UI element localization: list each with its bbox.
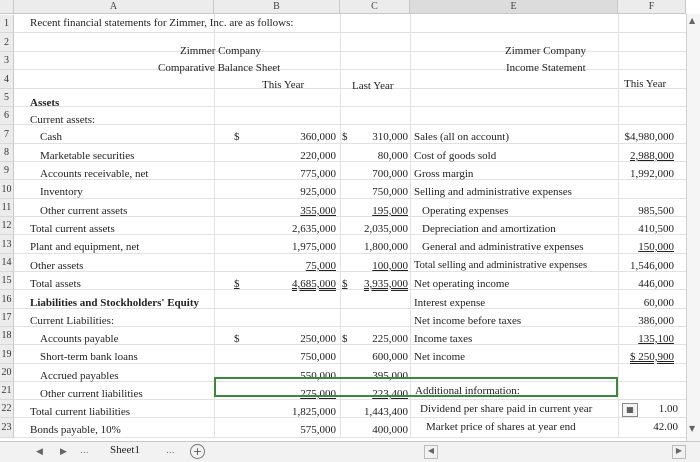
income-label: Selling and administrative expenses [414, 186, 572, 198]
income-label: General and administrative expenses [422, 241, 584, 253]
row-header[interactable]: 14 [0, 254, 14, 272]
row-header[interactable]: 1 [0, 15, 14, 33]
row-header[interactable]: 23 [0, 418, 14, 438]
row-header[interactable]: 7 [0, 125, 14, 144]
sheet-tab-bar [0, 441, 700, 462]
income-this-year: This Year [624, 78, 667, 90]
income-label: Gross margin [414, 168, 474, 180]
asset-last-year: 750,000 [372, 186, 408, 198]
row-header[interactable]: 20 [0, 364, 14, 382]
income-value: 446,000 [638, 278, 674, 290]
income-label: Net operating income [414, 278, 510, 290]
income-label: Sales (all on account) [414, 131, 509, 143]
income-value: 1,992,000 [630, 168, 674, 180]
asset-last-year: 2,035,000 [364, 223, 408, 235]
row-header[interactable]: 19 [0, 345, 14, 364]
income-value: 150,000 [638, 241, 674, 253]
income-label: Net income before taxes [414, 315, 522, 327]
dollar-sign: $ [234, 131, 240, 143]
row-header[interactable]: 22 [0, 400, 14, 418]
tab-next-icon[interactable]: ▶ [60, 447, 67, 457]
asset-last-year: 80,000 [377, 150, 408, 162]
income-value: 1,546,000 [630, 260, 674, 272]
horizontal-scroll-right-icon[interactable]: ▶ [672, 445, 686, 459]
additional-info: Additional information: [415, 385, 520, 397]
paste-options-icon[interactable]: ▦ [622, 403, 638, 417]
this-year-header: This Year [262, 79, 305, 91]
column-header-b[interactable]: B [214, 0, 340, 14]
asset-last-year: 100,000 [372, 260, 408, 272]
asset-this-year: 925,000 [300, 186, 336, 198]
income-label: Income taxes [414, 333, 473, 345]
scroll-up-icon[interactable]: ▲ [689, 16, 696, 25]
liability-last-year: 1,443,400 [364, 406, 408, 418]
liability-label: Total current liabilities [30, 406, 131, 418]
column-header-f[interactable]: F [618, 0, 686, 14]
asset-label: Other assets [30, 260, 84, 272]
asset-last-year: 1,800,000 [364, 241, 408, 253]
row-header[interactable]: 12 [0, 217, 14, 235]
vertical-scrollbar[interactable] [686, 14, 700, 441]
asset-last-year: 700,000 [372, 168, 408, 180]
income-label: Total selling and administrative expenses [414, 260, 588, 271]
row-header[interactable]: 18 [0, 327, 14, 345]
liability-last-year: 395,000 [372, 370, 408, 382]
liability-last-year: 400,000 [372, 424, 408, 436]
asset-this-year: 355,000 [300, 205, 336, 217]
liability-label: Other current liabilities [40, 388, 143, 400]
dollar-sign: $ [234, 278, 240, 290]
income-value: 985,500 [638, 205, 674, 217]
dollar-sign: $ [342, 278, 348, 290]
tab-more-right[interactable]: ... [166, 446, 175, 456]
tab-prev-icon[interactable]: ◀ [36, 447, 43, 457]
liability-label: Accrued payables [40, 370, 119, 382]
balance-title: Comparative Balance Sheet [158, 62, 281, 74]
market-label: Market price of shares at year end [426, 421, 576, 433]
liability-label: Short-term bank loans [40, 351, 138, 363]
assets-heading: Assets [30, 97, 60, 109]
row-header[interactable]: 9 [0, 162, 14, 180]
last-year-header: Last Year [352, 80, 394, 92]
row-header[interactable]: 11 [0, 199, 14, 217]
current-assets-heading: Current assets: [30, 114, 96, 126]
income-value: 135,100 [638, 333, 674, 345]
asset-this-year: 75,000 [305, 260, 336, 272]
row-header[interactable]: 10 [0, 180, 14, 199]
income-value: $4,980,000 [624, 131, 674, 143]
asset-label: Cash [40, 131, 62, 143]
income-label: Interest expense [414, 297, 486, 309]
income-title: Income Statement [506, 62, 586, 74]
dollar-sign: $ [342, 131, 348, 143]
row-header[interactable]: 13 [0, 235, 14, 254]
asset-label: Total assets [30, 278, 81, 290]
income-value: 386,000 [638, 315, 674, 327]
asset-label: Plant and equipment, net [30, 241, 140, 253]
row-header[interactable]: 21 [0, 382, 14, 400]
liabilities-heading: Liabilities and Stockholders' Equity [30, 297, 200, 309]
asset-label: Total current assets [30, 223, 115, 235]
tab-sheet1[interactable]: Sheet1 [110, 444, 140, 456]
row-header[interactable]: 2 [0, 33, 14, 52]
liability-last-year: 600,000 [372, 351, 408, 363]
liability-this-year: 1,825,000 [292, 406, 336, 418]
asset-this-year: 1,975,000 [292, 241, 336, 253]
market-value: 42.00 [653, 421, 678, 433]
add-sheet-icon[interactable]: + [190, 444, 205, 459]
row-header[interactable]: 8 [0, 144, 14, 162]
row-header[interactable]: 16 [0, 290, 14, 309]
asset-label: Inventory [40, 186, 83, 198]
income-label: Depreciation and amortization [422, 223, 556, 235]
asset-last-year: 195,000 [372, 205, 408, 217]
liability-label: Accounts payable [40, 333, 119, 345]
asset-this-year: 4,685,000 [292, 278, 336, 290]
dollar-sign: $ [342, 333, 348, 345]
asset-label: Other current assets [40, 205, 128, 217]
current-liabilities-heading: Current Liabilities: [30, 315, 115, 327]
liability-this-year: 250,000 [300, 333, 336, 345]
liability-this-year: 750,000 [300, 351, 336, 363]
asset-last-year: 3,935,000 [364, 278, 408, 290]
income-label: Operating expenses [422, 205, 509, 217]
asset-this-year: 220,000 [300, 150, 336, 162]
tab-more-left[interactable]: ... [80, 446, 89, 456]
liability-this-year: 575,000 [300, 424, 336, 436]
liability-last-year: 225,000 [372, 333, 408, 345]
income-value: 2,988,000 [630, 150, 674, 162]
scroll-down-icon[interactable]: ▼ [689, 424, 696, 433]
row-header[interactable]: 15 [0, 272, 14, 290]
income-value: $ 250,900 [630, 351, 674, 363]
balance-company: Zimmer Company [180, 45, 261, 57]
dividend-label: Dividend per share paid in current year [420, 403, 593, 415]
liability-label: Bonds payable, 10% [30, 424, 121, 436]
horizontal-scroll-left-icon[interactable]: ◀ [424, 445, 438, 459]
income-company: Zimmer Company [505, 45, 586, 57]
row-header[interactable]: 5 [0, 89, 14, 107]
liability-last-year: 223,400 [372, 388, 408, 400]
row-header[interactable]: 6 [0, 107, 14, 125]
intro-text: Recent financial statements for Zimmer, Inc. are as follows: [30, 17, 294, 29]
income-value: 410,500 [638, 223, 674, 235]
income-label: Cost of goods sold [414, 150, 497, 162]
column-header-c[interactable]: C [340, 0, 410, 14]
column-header-a[interactable]: A [14, 0, 214, 14]
asset-this-year: 2,635,000 [292, 223, 336, 235]
liability-this-year: 550,000 [300, 370, 336, 382]
column-header-e[interactable]: E [410, 0, 618, 14]
asset-this-year: 775,000 [300, 168, 336, 180]
dividend-value: 1.00 [658, 403, 678, 415]
liability-this-year: 275,000 [300, 388, 336, 400]
corner-header[interactable] [0, 0, 14, 14]
asset-label: Marketable securities [40, 150, 135, 162]
row-header[interactable]: 3 [0, 52, 14, 70]
row-header[interactable]: 4 [0, 70, 14, 89]
asset-this-year: 360,000 [300, 131, 336, 143]
dollar-sign: $ [234, 333, 240, 345]
asset-last-year: 310,000 [372, 131, 408, 143]
income-value: 60,000 [643, 297, 674, 309]
row-header[interactable]: 17 [0, 309, 14, 327]
income-label: Net income [414, 351, 466, 363]
asset-label: Accounts receivable, net [40, 168, 149, 180]
